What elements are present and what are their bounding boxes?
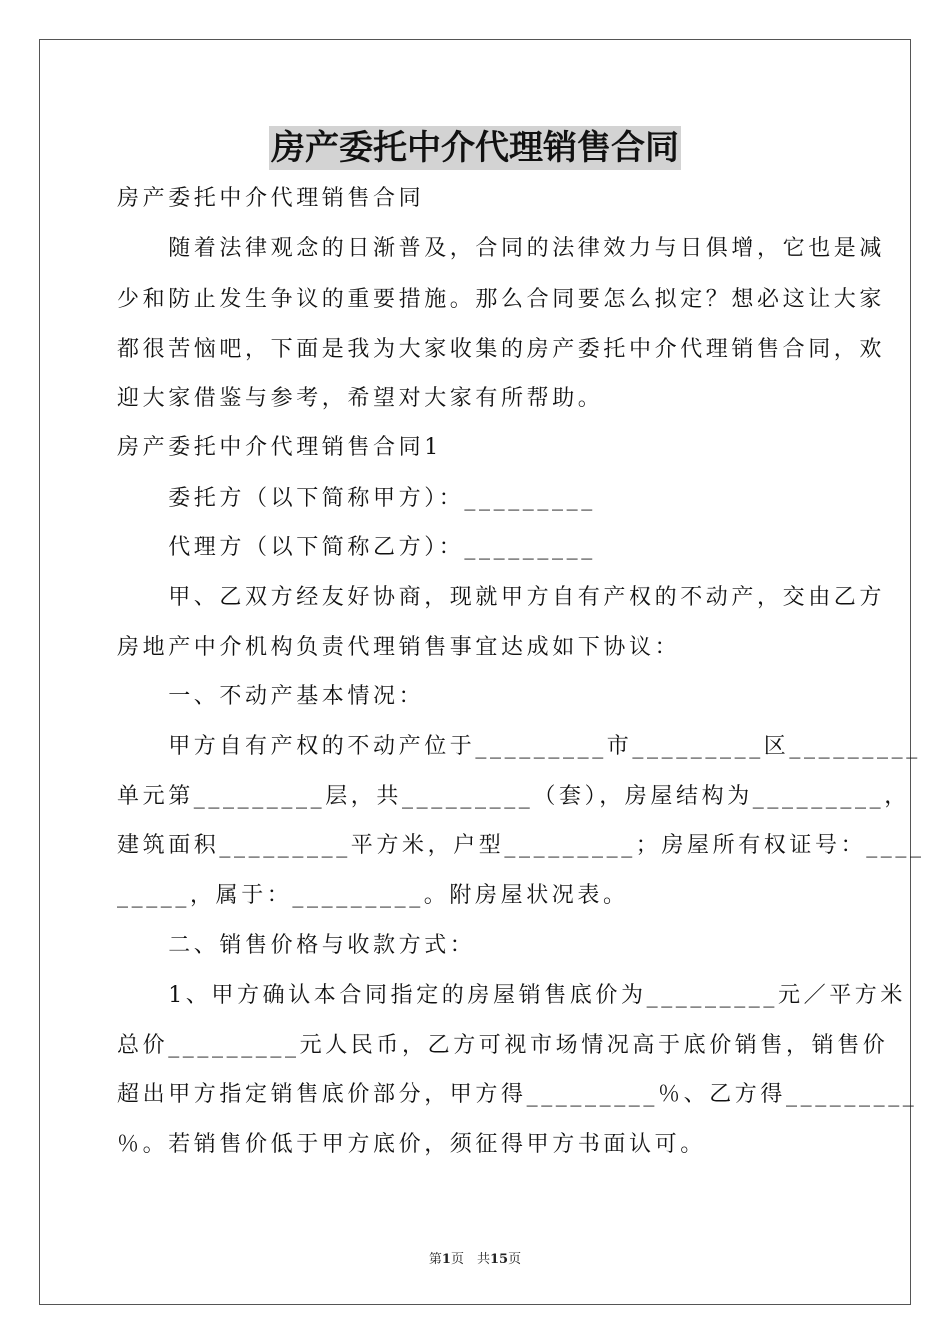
paragraph-line: 代理方（以下简称乙方）：_________ — [117, 535, 596, 560]
paragraph-line: 甲、乙双方经友好协商，现就甲方自有产权的不动产，交由乙方 — [117, 585, 886, 610]
paragraph-line: 甲方自有产权的不动产位于_________市_________区_________ — [117, 734, 921, 759]
total-page-number: 15 — [489, 1252, 509, 1267]
footer-suffix: 页 — [508, 1252, 522, 1267]
current-page-number: 1 — [441, 1252, 451, 1267]
paragraph-line: 房地产中介机构负责代理销售事宜达成如下协议： — [117, 635, 681, 660]
paragraph-line: 都很苦恼吧，下面是我为大家收集的房产委托中介代理销售合同，欢 — [117, 337, 886, 362]
paragraph-line: 随着法律观念的日渐普及，合同的法律效力与日俱增，它也是减 — [117, 236, 886, 261]
paragraph-line: 一、不动产基本情况： — [117, 684, 425, 709]
title-container — [0, 126, 950, 170]
paragraph-line: 单元第_________层，共_________（套），房屋结构为_________， — [117, 784, 910, 809]
paragraph-line: 建筑面积_________平方米，户型_________；房屋所有权证号：____ — [117, 833, 925, 858]
section-heading: 房产委托中介代理销售合同1 — [117, 435, 442, 460]
paragraph-line: ％。若销售价低于甲方底价，须征得甲方书面认可。 — [117, 1132, 706, 1157]
page-border — [39, 39, 925, 1305]
paragraph-line: 超出甲方指定销售底价部分，甲方得_________％、乙方得_________ — [117, 1082, 918, 1107]
paragraph-line: _____，属于：_________。附房屋状况表。 — [117, 883, 629, 908]
paragraph-line: 少和防止发生争议的重要措施。那么合同要怎么拟定？想必这让大家 — [117, 287, 886, 312]
paragraph-line: 迎大家借鉴与参考，希望对大家有所帮助。 — [117, 386, 604, 411]
paragraph-line: 房产委托中介代理销售合同 — [117, 186, 425, 211]
paragraph-line: 二、销售价格与收款方式： — [117, 933, 476, 958]
footer-prefix: 第 — [428, 1252, 442, 1267]
document-title: 房产委托中介代理销售合同 — [271, 128, 679, 168]
footer-mid: 页 共 — [450, 1252, 490, 1267]
paragraph-line: 总价_________元人民币，乙方可视市场情况高于底价销售，销售价 — [117, 1033, 889, 1058]
paragraph-line: 委托方（以下简称甲方）：_________ — [117, 486, 596, 511]
page-footer — [0, 1248, 950, 1267]
paragraph-line: 1、甲方确认本合同指定的房屋销售底价为_________元／平方米 — [117, 983, 906, 1008]
